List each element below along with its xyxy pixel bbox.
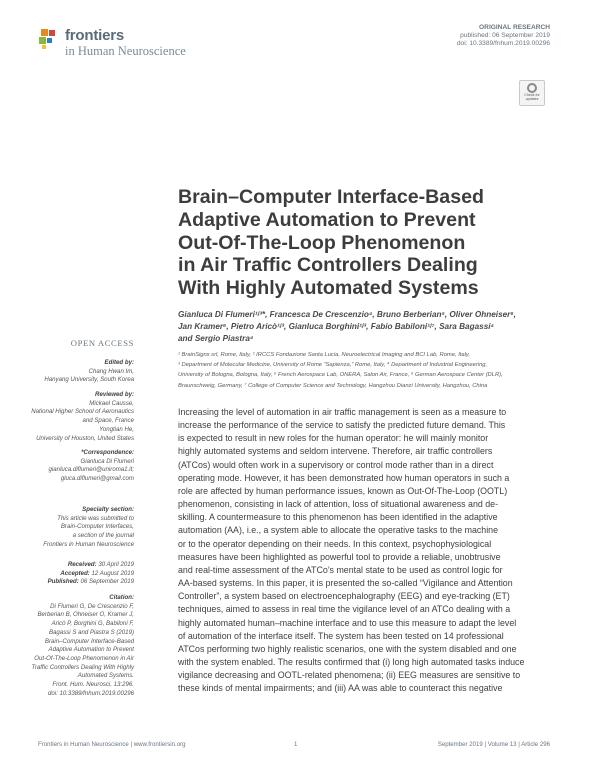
correspondence-email[interactable]: gluca.diflumeri@gmail.com bbox=[60, 475, 134, 483]
abstract-line: these kinds of mental impairments; and (iii) AA was able to counteract this negative bbox=[178, 683, 503, 694]
check-updates-label-1: Check for bbox=[524, 93, 540, 97]
article-type: ORIGINAL RESEARCH bbox=[479, 24, 550, 31]
affiliation-line: ¹ BrainSigns srl, Rome, Italy, ² IRCCS Fondazione Santa Lucia, Neuroelectrical Imaging and BCI Lab, Rome, Italy, bbox=[178, 352, 471, 358]
citation-line: Out-Of-The-Loop Phenomenon in Air bbox=[34, 654, 134, 662]
reviewed-by-heading: Reviewed by: bbox=[95, 391, 134, 398]
abstract-line: vigilance decreasing and OOTL-related phenomena; (ii) EEG measures are sensitive to bbox=[178, 670, 521, 681]
page-number: 1 bbox=[294, 741, 298, 748]
abstract-line: phenomenon, consisting in lack of attention, loss of situational awareness and de- bbox=[178, 499, 499, 510]
title-line: Adaptive Automation to Prevent bbox=[178, 208, 476, 231]
abstract-line: operating mode. However, it has been demonstrated how human operators in such a bbox=[178, 472, 510, 483]
published-date-left: 06 September 2019 bbox=[80, 578, 134, 586]
affiliations bbox=[178, 350, 558, 391]
reviewed-by bbox=[31, 391, 134, 443]
accepted-label: Accepted: bbox=[60, 569, 90, 577]
specialty-line: Frontiers in Human Neuroscience bbox=[43, 540, 134, 548]
title-line: With Highly Automated Systems bbox=[178, 277, 479, 300]
open-access-label: OPEN ACCESS bbox=[70, 338, 134, 348]
abstract-line: or to the operator depending on their needs. In this context, psychophysiological bbox=[178, 538, 492, 549]
correspondence bbox=[49, 449, 134, 484]
specialty-line: a section of the journal bbox=[72, 532, 134, 540]
abstract-line: with the system enabled. The results confirmed that (i) long high automated tasks induce bbox=[178, 656, 525, 667]
abstract-line: techniques, aimed to assess in real time the vigilance level of an ATCo dealing with a bbox=[178, 604, 511, 615]
citation-line: Brain–Computer Interface-Based bbox=[44, 637, 134, 645]
citation-line: Adaptive Automation to Prevent bbox=[48, 646, 134, 654]
citation-line: Traffic Controllers Dealing With Highly bbox=[31, 663, 134, 671]
abstract-line: of automation of the interface itself. The system has been tested on 14 professional bbox=[178, 630, 504, 641]
title-line: in Air Traffic Controllers Dealing bbox=[178, 254, 478, 277]
footer-journal[interactable]: Frontiers in Human Neuroscience | www.frontiersin.org bbox=[38, 741, 186, 748]
author-line[interactable]: and Sergio Piastra⁴ bbox=[178, 334, 254, 343]
specialty-line: Brain-Computer Interfaces, bbox=[60, 523, 134, 531]
abstract-line: Controller”, a system based on electroencephalography (EEG) and eye-tracking (ET) bbox=[178, 591, 510, 602]
abstract-line: role are affected by human performance issues, known as Out-Of-The-Loop (OOTL) bbox=[178, 485, 508, 496]
abstract-line: (ATCos) would often work in a supervisory or control mode rather than in a direct bbox=[178, 459, 494, 470]
abstract-line: ATCos performing two highly realistic scenarios, one with the system disabled and one bbox=[178, 643, 517, 654]
reviewer-line[interactable]: Mickael Causse, bbox=[89, 399, 134, 407]
abstract bbox=[178, 406, 550, 695]
correspondence-line: Gianluca Di Flumeri bbox=[80, 457, 134, 465]
check-updates-icon bbox=[527, 83, 537, 93]
citation-line: Aricò P, Borghini G, Babiloni F, bbox=[51, 620, 134, 628]
article-dates bbox=[48, 561, 134, 587]
abstract-line: highly automated human–machine interface and to use this measure to adapt the level bbox=[178, 617, 517, 628]
reviewer-line: National Higher School of Aeronautics bbox=[31, 408, 134, 416]
edited-by bbox=[44, 359, 134, 385]
author-line[interactable]: Jan Kramer⁶, Pietro Aricò¹ʲ³, Gianluca Borghini¹ʲ³, Fabio Babiloni¹ʲ⁷, Sara Bagassi⁴ bbox=[178, 322, 495, 331]
abstract-line: increase the performance of the service to satisfy the predicted future demand. This bbox=[178, 420, 506, 431]
author-line[interactable]: Gianluca Di Flumeri¹ʲ³*, Francesca De Crescenzio⁴, Bruno Berberian⁵, Oliver Ohneiser⁶, bbox=[178, 310, 516, 319]
article-title bbox=[178, 186, 558, 300]
correspondence-heading: *Correspondence: bbox=[81, 449, 134, 456]
affiliation-line: Braunschweig, Germany, ⁷ College of Computer Science and Technology, Hangzhou Dianzi University, Hangzhou, China bbox=[178, 382, 488, 389]
citation-heading: Citation: bbox=[109, 594, 134, 601]
accepted-date: 12 August 2019 bbox=[91, 569, 134, 577]
reviewer-line: and Space, France bbox=[82, 417, 134, 425]
affiliation-line: University of Bologna, Bologna, Italy, ⁵ French Aerospace Lab, ONERA, Salon Air, France, ⁶ German Aerospace Center (DLR), bbox=[178, 372, 503, 379]
abstract-line: highly automated systems and seldom intervene. Therefore, air traffic controllers bbox=[178, 446, 493, 457]
citation bbox=[32, 594, 134, 698]
specialty-line: This article was submitted to bbox=[57, 514, 134, 522]
affiliation-line: ³ Department of Molecular Medicine, University of Rome “Sapienza,” Rome, Italy, ⁴ Department of Industrial Engineering, bbox=[178, 362, 488, 369]
title-line: Out-Of-The-Loop Phenomenon bbox=[178, 231, 466, 254]
citation-line: Di Flumeri G, De Crescenzio F, bbox=[50, 602, 134, 610]
published-label: Published: bbox=[47, 578, 79, 586]
reviewer-line: University of Houston, United States bbox=[36, 434, 134, 442]
check-updates-label-2: updates bbox=[525, 97, 539, 101]
frontiers-logo-icon bbox=[38, 28, 60, 50]
published-date: published: 06 September 2019 bbox=[460, 32, 550, 40]
abstract-line: and real-time assessment of the ATCo’s mental state to be used as control logic for bbox=[178, 564, 503, 575]
abstract-line: Increasing the level of automation in air traffic management is seen as a measure to bbox=[178, 407, 507, 417]
edited-by-heading: Edited by: bbox=[104, 359, 134, 366]
editor-line: Hanyang University, South Korea bbox=[44, 376, 134, 384]
abstract-line: is expected to result in new roles for the human operator: he will mainly monitor bbox=[178, 433, 489, 444]
received-date: 30 April 2019 bbox=[98, 561, 134, 568]
specialty-section bbox=[43, 506, 134, 550]
editor-line[interactable]: Chang Hwan Im, bbox=[88, 367, 134, 375]
journal-brand: frontiers bbox=[65, 27, 125, 44]
abstract-line: measures have been highlighted as powerful tool to provide a reliable, unobtrusive bbox=[178, 551, 501, 562]
citation-doi[interactable]: doi: 10.3389/fnhum.2019.00296 bbox=[47, 689, 134, 697]
abstract-line: skilling. A countermeasure to this phenomenon has been identified in the adaptive bbox=[178, 512, 498, 523]
journal-subtitle: in Human Neuroscience bbox=[65, 44, 186, 58]
author-list bbox=[178, 309, 558, 345]
article-header bbox=[457, 24, 550, 49]
check-for-updates-button[interactable] bbox=[519, 80, 545, 106]
abstract-line: automation (AA), i.e., a system able to allocate the operative tasks to the machine bbox=[178, 525, 499, 536]
received-label: Received: bbox=[67, 561, 97, 568]
citation-line: Front. Hum. Neurosci. 13:296. bbox=[52, 681, 134, 689]
footer-volume: September 2019 | Volume 13 | Article 296 bbox=[437, 741, 550, 748]
article-doi[interactable]: doi: 10.3389/fnhum.2019.00296 bbox=[456, 40, 550, 48]
reviewer-line[interactable]: Yongtian He, bbox=[99, 425, 134, 433]
citation-line: Berberian B, Ohneiser O, Kramer J, bbox=[37, 611, 134, 619]
abstract-line: AA-based systems. In this paper, it is presented the so-called “Vigilance and Attention bbox=[178, 578, 513, 589]
citation-line: Bagassi S and Piastra S (2019) bbox=[48, 628, 134, 636]
title-line: Brain–Computer Interface-Based bbox=[178, 186, 484, 208]
specialty-heading: Specialty section: bbox=[82, 506, 134, 513]
correspondence-email[interactable]: gianluca.diflumeri@uniroma1.it; bbox=[48, 466, 134, 474]
citation-line: Automated Systems. bbox=[77, 672, 134, 680]
